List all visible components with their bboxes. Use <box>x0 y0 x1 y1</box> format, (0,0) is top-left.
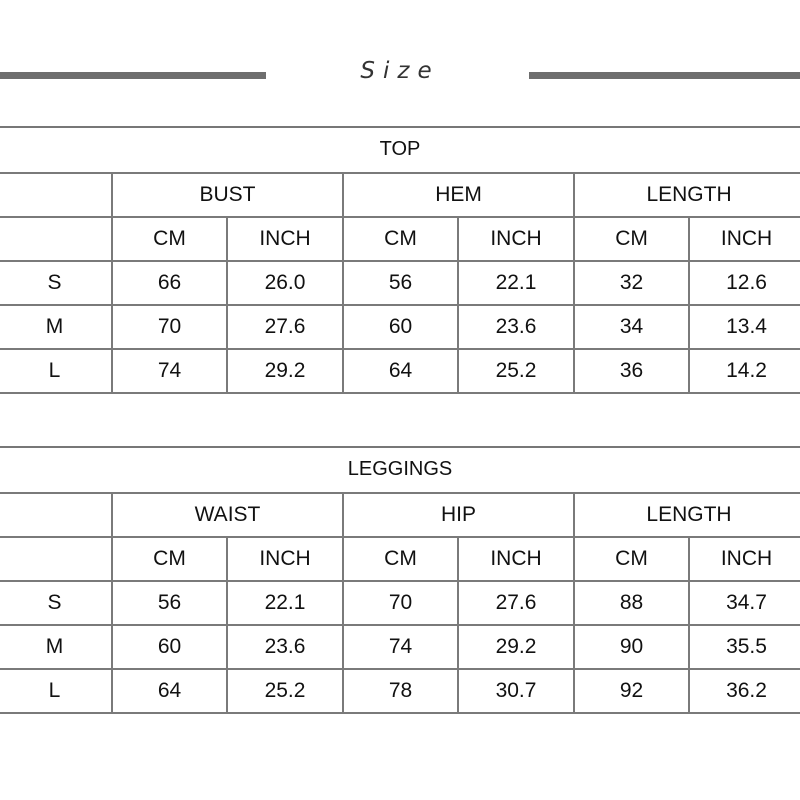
table-cell: 64 <box>112 669 227 713</box>
table-cell: 36 <box>574 349 689 393</box>
unit-header: INCH <box>689 217 800 261</box>
table-row <box>0 305 800 349</box>
table-corner-cell <box>0 537 112 581</box>
unit-header: CM <box>343 217 458 261</box>
column-group-header: LENGTH <box>574 173 800 217</box>
table-cell: 92 <box>574 669 689 713</box>
size-table-leggings <box>0 492 800 714</box>
table-cell: 25.2 <box>458 349 574 393</box>
column-group-header: HIP <box>343 493 574 537</box>
table-row <box>0 349 800 393</box>
table-cell: 34.7 <box>689 581 800 625</box>
table-cell: 70 <box>343 581 458 625</box>
size-table-top <box>0 172 800 394</box>
table-unit-row <box>0 537 800 581</box>
table-cell: 74 <box>343 625 458 669</box>
size-label: S <box>0 261 112 305</box>
unit-header: CM <box>574 217 689 261</box>
table-cell: 30.7 <box>458 669 574 713</box>
table-cell: 12.6 <box>689 261 800 305</box>
unit-header: INCH <box>458 537 574 581</box>
column-group-header: WAIST <box>112 493 343 537</box>
table-cell: 36.2 <box>689 669 800 713</box>
section-title-top: TOP <box>379 138 421 160</box>
column-group-header: LENGTH <box>574 493 800 537</box>
table-cell: 13.4 <box>689 305 800 349</box>
table-cell: 56 <box>112 581 227 625</box>
table-header-row <box>0 173 800 217</box>
unit-header: INCH <box>227 217 343 261</box>
table-cell: 32 <box>574 261 689 305</box>
table-cell: 34 <box>574 305 689 349</box>
section-divider-leggings <box>0 446 800 448</box>
table-row <box>0 625 800 669</box>
table-cell: 78 <box>343 669 458 713</box>
table-cell: 88 <box>574 581 689 625</box>
table-header-row <box>0 493 800 537</box>
table-cell: 22.1 <box>227 581 343 625</box>
table-cell: 25.2 <box>227 669 343 713</box>
unit-header: INCH <box>227 537 343 581</box>
table-cell: 29.2 <box>227 349 343 393</box>
table-row <box>0 669 800 713</box>
table-cell: 29.2 <box>458 625 574 669</box>
table-cell: 70 <box>112 305 227 349</box>
table-cell: 22.1 <box>458 261 574 305</box>
table-row <box>0 261 800 305</box>
table-corner-cell <box>0 173 112 217</box>
table-cell: 56 <box>343 261 458 305</box>
table-cell: 35.5 <box>689 625 800 669</box>
table-cell: 27.6 <box>458 581 574 625</box>
column-group-header: BUST <box>112 173 343 217</box>
table-cell: 74 <box>112 349 227 393</box>
size-label: M <box>0 305 112 349</box>
table-cell: 60 <box>343 305 458 349</box>
table-cell: 26.0 <box>227 261 343 305</box>
table-cell: 60 <box>112 625 227 669</box>
unit-header: CM <box>112 217 227 261</box>
decorative-line-right <box>529 72 800 79</box>
unit-header: INCH <box>689 537 800 581</box>
size-label: L <box>0 669 112 713</box>
decorative-line-left <box>0 72 266 79</box>
section-title-leggings: LEGGINGS <box>347 458 453 480</box>
table-corner-cell <box>0 493 112 537</box>
table-row <box>0 581 800 625</box>
size-label: L <box>0 349 112 393</box>
size-label: S <box>0 581 112 625</box>
table-cell: 64 <box>343 349 458 393</box>
size-label: M <box>0 625 112 669</box>
table-cell: 23.6 <box>227 625 343 669</box>
table-cell: 23.6 <box>458 305 574 349</box>
table-cell: 90 <box>574 625 689 669</box>
page-title: Size <box>360 58 440 84</box>
table-cell: 27.6 <box>227 305 343 349</box>
table-unit-row <box>0 217 800 261</box>
unit-header: CM <box>112 537 227 581</box>
table-cell: 66 <box>112 261 227 305</box>
unit-header: CM <box>343 537 458 581</box>
section-divider-top <box>0 126 800 128</box>
table-cell: 14.2 <box>689 349 800 393</box>
column-group-header: HEM <box>343 173 574 217</box>
unit-header: INCH <box>458 217 574 261</box>
unit-header: CM <box>574 537 689 581</box>
table-corner-cell <box>0 217 112 261</box>
